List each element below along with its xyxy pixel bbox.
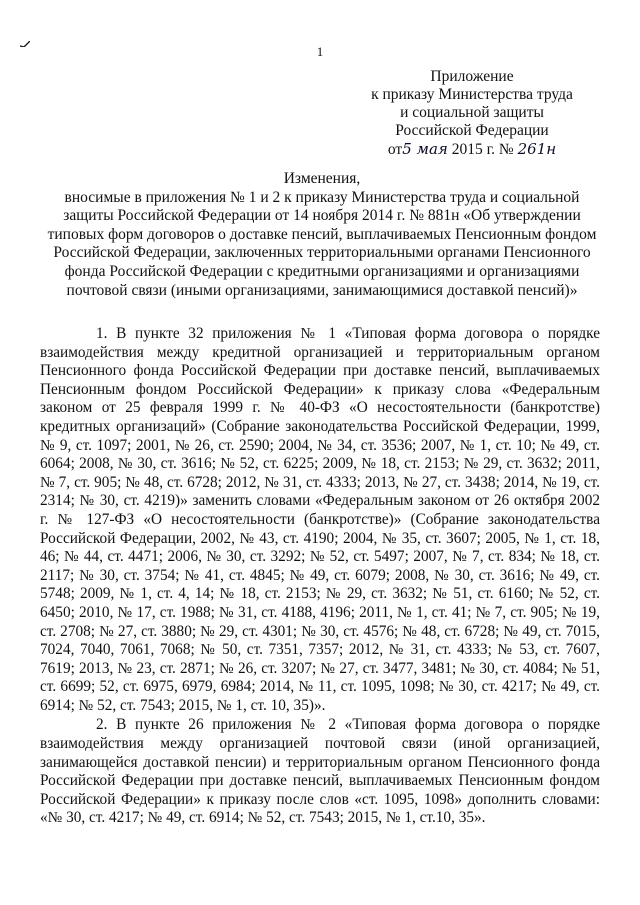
annex-date-line	[352, 140, 592, 160]
date-prefix: от	[387, 141, 403, 158]
document-body	[40, 325, 600, 829]
annex-federation-line: Российской Федерации	[395, 122, 549, 139]
year-number-label: 2015 г. №	[451, 141, 514, 158]
title-heading: Изменения,	[283, 170, 361, 187]
handwritten-date: 5 мая	[402, 140, 448, 158]
annex-title: Приложение	[430, 68, 514, 85]
annex-order-line: к приказу Министерства труда	[371, 86, 573, 103]
paragraph-1: 1. В пункте 32 приложения № 1 «Типовая форма договора о порядке взаимодействия между кредитной организацией и территориальным органом Пенсионного фонда Российской Федерации при доставке пенсий, выплачиваемых Пенсионным фондом Российской Федерации» к приказу слова «Федеральным законом от 25 февраля 1999 г. № 40-ФЗ «О несостоятельности (банкротстве) кредитных организаций» (Собрание законодательства Российской Федерации, 1999, № 9, ст. 1097; 2001, № 26, ст. 2590; 2004, № 34, ст. 3536; 2007, № 1, ст. 10; № 49, ст. 6064; 2008, № 30, ст. 3616; № 52, ст. 6225; 2009, № 18, ст. 2153; № 29, ст. 3632; 2011, № 7, ст. 905; № 48, ст. 6728; 2012, № 31, ст. 4333; 2013, № 27, ст. 3438; 2014, № 19, ст. 2314; № 30, ст. 4219)» заменить словами «Федеральным законом от 26 октября 2002 г. № 127-ФЗ «О несостоятельности (банкротстве)» (Собрание законодательства Российской Федерации, 2002, № 43, ст. 4190; 2004, № 35, ст. 3607; 2005, № 1, ст. 18, 46; № 44, ст. 4471; 2006, № 30, ст. 3292; № 52, ст. 5497; 2007, № 7, ст. 834; № 18, ст. 2117; № 30, ст. 3754; № 41, ст. 4845; № 49, ст. 6079; 2008, № 30, ст. 3616; № 49, ст. 5748; 2009, № 1, ст. 4, 14; № 18, ст. 2153; № 29, ст. 3632; № 51, ст. 6160; № 52, ст. 6450; 2010, № 17, ст. 1988; № 31, ст. 4188, 4196; 2011, № 1, ст. 41; № 7, ст. 905; № 19, ст. 2708; № 27, ст. 3880; № 29, ст. 4301; № 30, ст. 4576; № 48, ст. 6728; № 49, ст. 7015, 7024, 7040, 7061, 7068; № 50, ст. 7351, 7357; 2012, № 31, ст. 4333; № 53, ст. 7607, 7619; 2013, № 23, ст. 2871; № 26, ст. 3207; № 27, ст. 3477, 3481; № 30, ст. 4084; № 51, ст. 6699; 52, ст. 6975, 6979, 6984; 2014, № 11, ст. 1095, 1098; № 30, ст. 4217; № 49, ст. 6914; № 52, ст. 7543; 2015, № 1, ст. 10, 35)».	[40, 325, 600, 714]
annex-header	[352, 68, 592, 160]
document-title	[44, 170, 600, 300]
page-number: 1	[316, 44, 324, 59]
paragraph-2: 2. В пункте 26 приложения № 2 «Типовая форма договора о порядке взаимодействия между организацией почтовой связи (иной организацией, занимающейся доставкой пенсии) и территориальным органом Пенсионного фонда Российской Федерации при доставке пенсий, выплачиваемых Пенсионным фондом Российской Федерации» к приказу после слов «ст. 1095, 1098» дополнить словами: «№ 30, ст. 4217; № 49, ст. 6914; № 52, ст. 7543; 2015, № 1, ст.10, 35».	[40, 716, 600, 827]
handwritten-order-number: 261н	[517, 140, 557, 158]
annex-ministry-line: и социальной защиты	[400, 104, 544, 121]
title-body: вносимые в приложения № 1 и 2 к приказу Министерства труда и социальной защиты Российской Федерации от 14 ноября 2014 г. № 881н «Об утверждении типовых форм договоров о доставке пенсий, выплачиваемых Пенсионным фондом Российской Федерации, заключенных территориальными органами Пенсионного фонда Российской Федерации с кредитными организациями и организациями почтовой связи (иными организациями, занимающимися доставкой пенсий)»	[47, 188, 597, 299]
